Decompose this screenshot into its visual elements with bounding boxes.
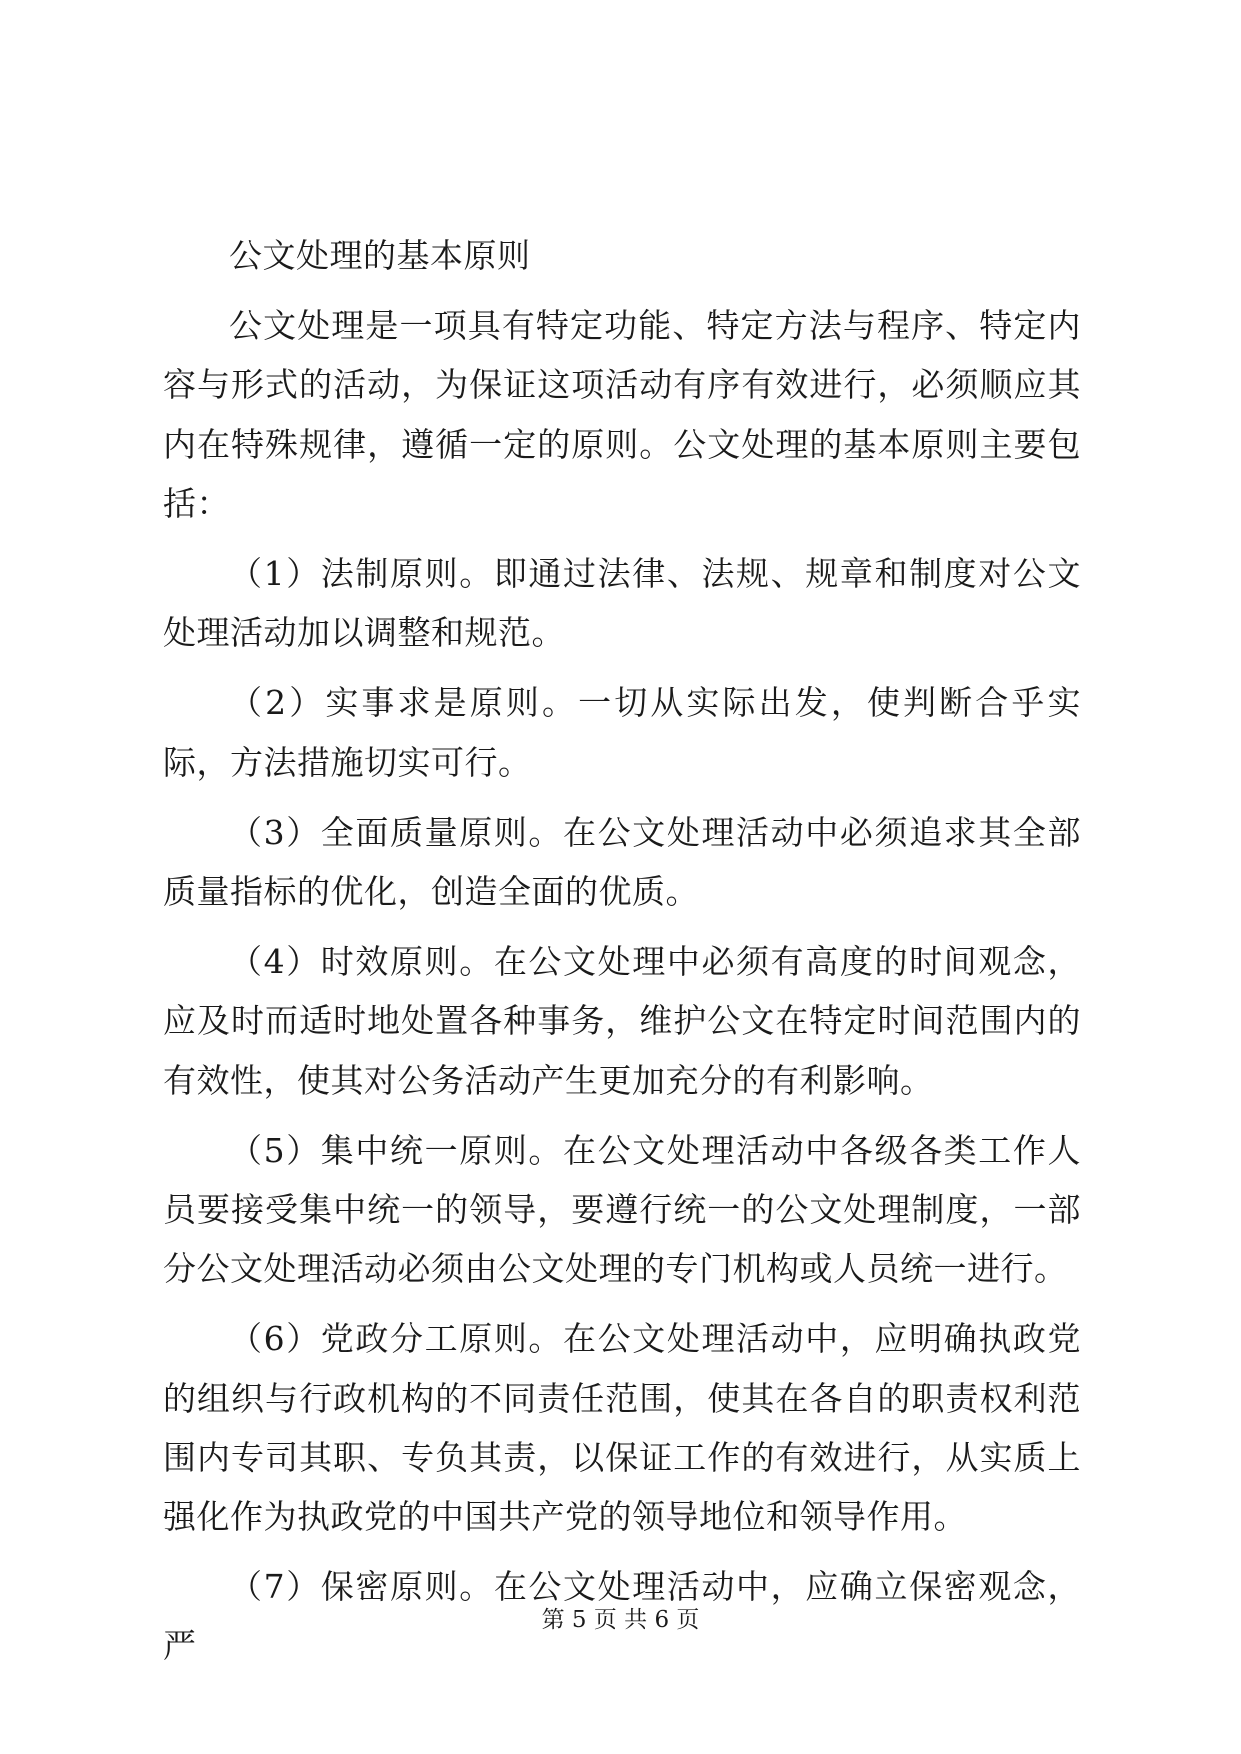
page-footer — [0, 1605, 1241, 1635]
paragraph-principle-7: （7）保密原则。在公文处理活动中，应确立保密观念，严 — [163, 1567, 1081, 1666]
paragraph-principle-6: （6）党政分工原则。在公文处理活动中，应明确执政党的组织与行政机构的不同责任范围，使其在各自的职责权利范围内专司其职、专负其责，以保证工作的有效进行，从实质上强化作为执政党的中国共产党的领导地位和领导作用。 — [163, 1319, 1081, 1537]
document-body — [163, 226, 1081, 1687]
paragraph-intro: 公文处理是一项具有特定功能、特定方法与程序、特定内容与形式的活动，为保证这项活动有序有效进行，必须顺应其内在特殊规律，遵循一定的原则。公文处理的基本原则主要包括： — [163, 306, 1081, 523]
paragraph-principle-2: （2）实事求是原则。一切从实际出发，使判断合乎实际，方法措施切实可行。 — [163, 683, 1081, 782]
paragraph-principle-5: （5）集中统一原则。在公文处理活动中各级各类工作人员要接受集中统一的领导，要遵行统一的公文处理制度，一部分公文处理活动必须由公文处理的专门机构或人员统一进行。 — [163, 1130, 1081, 1289]
paragraph-principle-1: （1）法制原则。即通过法律、法规、规章和制度对公文处理活动加以调整和规范。 — [163, 554, 1081, 653]
document-title: 公文处理的基本原则 — [229, 236, 531, 275]
paragraph-principle-3: （3）全面质量原则。在公文处理活动中必须追求其全部质量指标的优化，创造全面的优质。 — [163, 812, 1081, 912]
page-number-indicator: 第 5 页 共 6 页 — [541, 1607, 700, 1633]
paragraph-principle-4: （4）时效原则。在公文处理中必须有高度的时间观念，应及时而适时地处置各种事务，维护公文在特定时间范围内的有效性，使其对公务活动产生更加充分的有利影响。 — [163, 942, 1081, 1100]
